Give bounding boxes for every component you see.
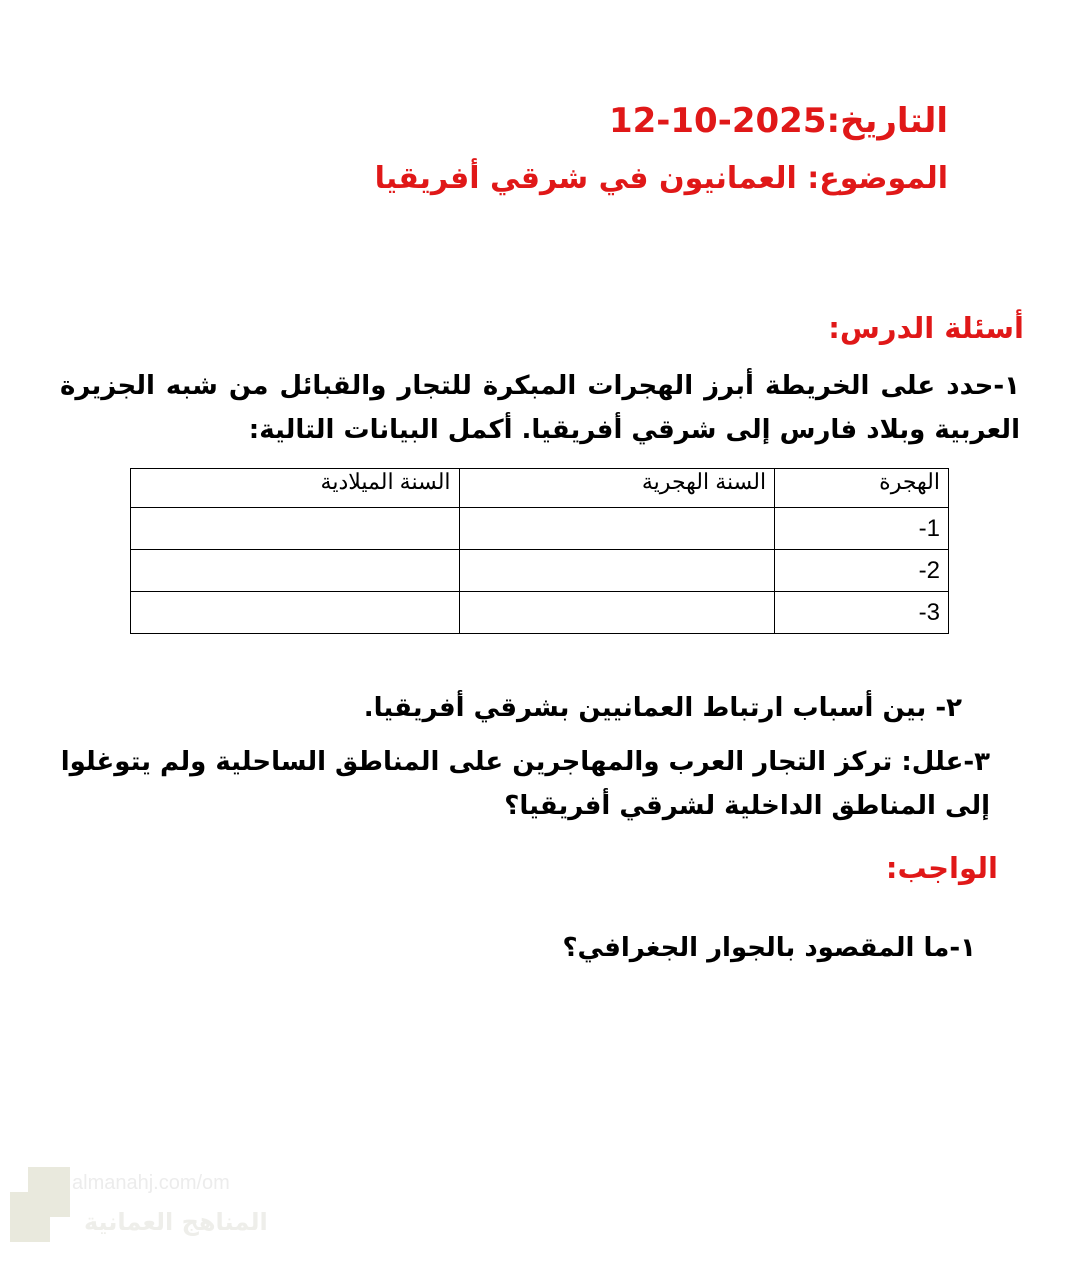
questions-heading: أسئلة الدرس:: [828, 311, 1024, 345]
cell: 1-: [775, 508, 949, 550]
homework-question-1: ١-ما المقصود بالجوار الجغرافي؟: [562, 933, 976, 963]
question-1: ١-حدد على الخريطة أبرز الهجرات المبكرة للتجار والقبائل من شبه الجزيرة العربية وبلاد فارس إلى شرقي أفريقيا. أكمل البيانات التالية:: [60, 371, 1020, 445]
subject: الموضوع: العمانيون في شرقي أفريقيا: [374, 161, 948, 196]
cell[interactable]: [131, 592, 460, 634]
cell[interactable]: [131, 508, 460, 550]
cell: 2-: [775, 550, 949, 592]
migrations-table: [130, 468, 949, 634]
question-2: ٢- بين أسباب ارتباط العمانيين بشرقي أفريقيا.: [363, 693, 962, 723]
content-flow: [0, 96, 1080, 970]
date: التاريخ:2025-10-12: [608, 101, 948, 141]
table-row: [131, 508, 949, 550]
cell[interactable]: [459, 550, 775, 592]
table-row: [131, 592, 949, 634]
homework-heading: الواجب:: [885, 851, 998, 885]
watermark-url: almanahj.com/om: [72, 1172, 230, 1194]
question-3: ٣-علل: تركز التجار العرب والمهاجرين على المناطق الساحلية ولم يتوغلوا إلى المناطق الداخلية لشرقي أفريقيا؟: [60, 747, 990, 821]
table-header-row: [131, 469, 949, 508]
watermark-logo-block: [10, 1192, 50, 1242]
table-wrapper: [130, 468, 949, 634]
header-gregorian-year: السنة الميلادية: [131, 469, 460, 508]
cell[interactable]: [459, 592, 775, 634]
header-migration: الهجرة: [775, 469, 949, 508]
cell: 3-: [775, 592, 949, 634]
watermark-name: المناهج العمانية: [84, 1208, 268, 1236]
cell[interactable]: [131, 550, 460, 592]
table-row: [131, 550, 949, 592]
cell[interactable]: [459, 508, 775, 550]
header-hijri-year: السنة الهجرية: [459, 469, 775, 508]
